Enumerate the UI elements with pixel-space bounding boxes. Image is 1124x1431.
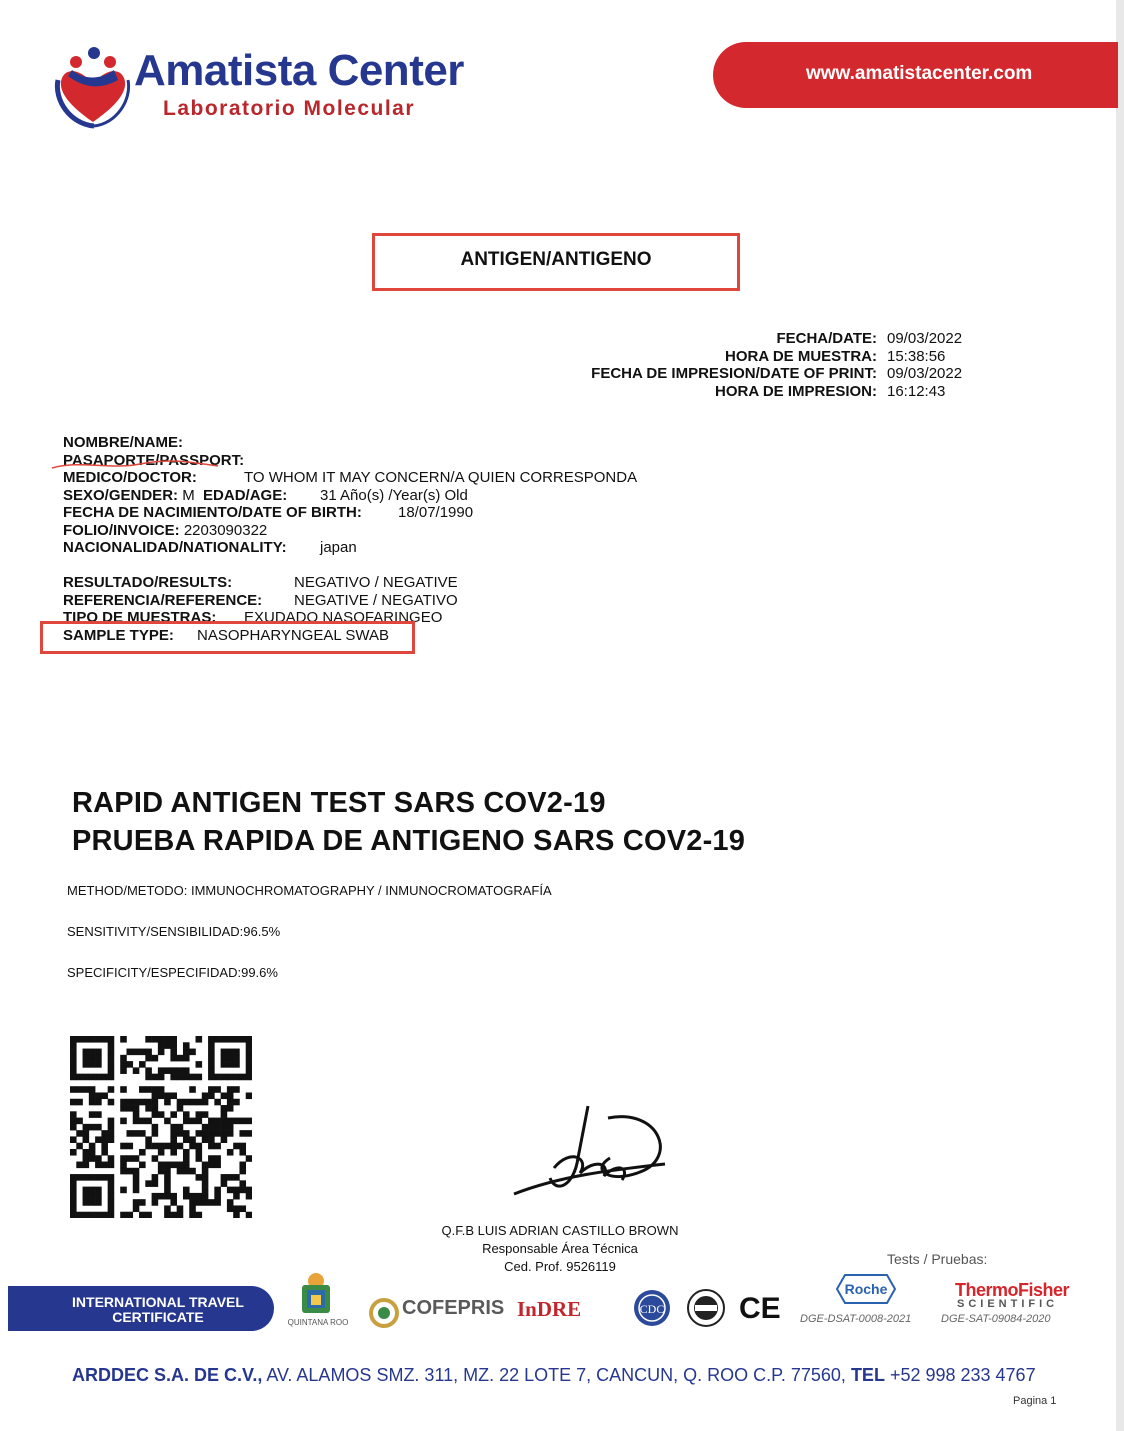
cdc-label: CDC bbox=[639, 1302, 665, 1316]
test-title-en: RAPID ANTIGEN TEST SARS COV2-19 bbox=[72, 787, 606, 819]
cofepris-icon bbox=[368, 1297, 400, 1329]
cofepris-logo: COFEPRIS bbox=[402, 1297, 505, 1319]
thermofisher-logo: ThermoFisher bbox=[955, 1280, 1070, 1300]
sample-time-value: 15:38:56 bbox=[887, 348, 946, 365]
sample-time-label: HORA DE MUESTRA: bbox=[725, 348, 877, 365]
date-value: 09/03/2022 bbox=[887, 330, 963, 347]
test-title-es: PRUEBA RAPIDA DE ANTIGENO SARS COV2-19 bbox=[72, 825, 746, 857]
quintana-roo-crest-icon bbox=[296, 1271, 336, 1317]
reference-label: REFERENCIA/REFERENCE: bbox=[63, 592, 263, 609]
method: METHOD/METODO: IMMUNOCHROMATOGRAPHY / INMUNOCROMATOGRAFÍA bbox=[67, 883, 552, 898]
quintana-roo-label: QUINTANA ROO bbox=[287, 1318, 349, 1327]
nationality-value: japan bbox=[320, 539, 357, 556]
tests-label: Tests / Pruebas: bbox=[887, 1251, 988, 1267]
footer-address: ARDDEC S.A. DE C.V., AV. ALAMOS SMZ. 311, MZ. 22 LOTE 7, CANCUN, Q. ROO C.P. 77560, TEL +52 998 233 4767 bbox=[72, 1365, 1036, 1385]
nationality-label: NACIONALIDAD/NATIONALITY: bbox=[63, 539, 287, 556]
sensitivity: SENSITIVITY/SENSIBILIDAD:96.5% bbox=[67, 924, 281, 939]
invoice-value: 2203090322 bbox=[183, 522, 268, 539]
result-label: RESULTADO/RESULTS: bbox=[63, 574, 233, 591]
age-value: 31 Año(s) /Year(s) Old bbox=[320, 487, 468, 504]
sample-type-en-value: NASOPHARYNGEAL SWAB bbox=[197, 627, 389, 644]
print-time-label: HORA DE IMPRESION: bbox=[715, 383, 877, 400]
name-label: NOMBRE/NAME: bbox=[63, 434, 183, 451]
roche-code: DGE-DSAT-0008-2021 bbox=[800, 1313, 912, 1325]
print-date-label: FECHA DE IMPRESION/DATE OF PRINT: bbox=[591, 365, 877, 382]
test-heading: ANTIGEN/ANTIGENO bbox=[460, 249, 652, 270]
dob-label: FECHA DE NACIMIENTO/DATE OF BIRTH: bbox=[63, 504, 362, 521]
passport-label: PASAPORTE/PASSPORT: bbox=[63, 452, 245, 469]
specificity: SPECIFICITY/ESPECIFIDAD:99.6% bbox=[67, 965, 278, 980]
name-row bbox=[63, 434, 183, 451]
gender-age-row bbox=[63, 487, 287, 504]
gender-value: M bbox=[182, 487, 195, 504]
brand-name: Amatista Center bbox=[134, 46, 464, 95]
sample-type-en-label: SAMPLE TYPE: bbox=[63, 627, 174, 644]
invoice-row bbox=[63, 522, 267, 539]
roche-logo bbox=[835, 1273, 897, 1305]
logo-icon bbox=[54, 40, 132, 130]
indre-logo: InDRE bbox=[517, 1297, 582, 1321]
print-time-value: 16:12:43 bbox=[887, 383, 946, 400]
dob-row bbox=[63, 504, 362, 521]
nationality-row bbox=[63, 539, 287, 556]
signer-role: Responsable Área Técnica bbox=[482, 1241, 638, 1256]
print-date-value: 09/03/2022 bbox=[887, 365, 963, 382]
doctor-value: TO WHOM IT MAY CONCERN/A QUIEN CORRESPONDA bbox=[244, 469, 638, 486]
page-edge bbox=[1116, 0, 1124, 1431]
sample-type-es-label: TIPO DE MUESTRAS: bbox=[63, 609, 217, 626]
website-link[interactable]: www.amatistacenter.com bbox=[806, 63, 1033, 84]
roche-label: Roche bbox=[844, 1281, 888, 1297]
date-label: FECHA/DATE: bbox=[776, 330, 877, 347]
qr-code[interactable] bbox=[70, 1036, 252, 1218]
sample-type-es-value: EXUDADO NASOFARINGEO bbox=[244, 609, 443, 626]
fda-seal-icon bbox=[686, 1288, 726, 1328]
doctor-label: MEDICO/DOCTOR: bbox=[63, 469, 197, 486]
signature-image bbox=[500, 1098, 675, 1213]
age-label: EDAD/AGE: bbox=[203, 487, 288, 504]
dob-value: 18/07/1990 bbox=[398, 504, 474, 521]
thermo-code: DGE-SAT-09084-2020 bbox=[941, 1313, 1051, 1325]
page-number: Pagina 1 bbox=[1013, 1395, 1057, 1407]
cdc-logo bbox=[632, 1288, 672, 1328]
signer-license: Ced. Prof. 9526119 bbox=[504, 1259, 616, 1274]
ce-mark: CE bbox=[739, 1292, 781, 1325]
result-value: NEGATIVO / NEGATIVE bbox=[294, 574, 458, 591]
brand-subtitle: Laboratorio Molecular bbox=[163, 97, 416, 120]
reference-value: NEGATIVE / NEGATIVO bbox=[294, 592, 458, 609]
invoice-label: FOLIO/INVOICE: bbox=[63, 522, 180, 539]
thermofisher-sub: SCIENTIFIC bbox=[957, 1298, 1059, 1310]
gender-label: SEXO/GENDER: bbox=[63, 487, 179, 504]
travel-certificate-text: INTERNATIONAL TRAVEL CERTIFICATE bbox=[72, 1294, 244, 1325]
signer-name: Q.F.B LUIS ADRIAN CASTILLO BROWN bbox=[441, 1223, 679, 1238]
doctor-row bbox=[63, 469, 197, 486]
